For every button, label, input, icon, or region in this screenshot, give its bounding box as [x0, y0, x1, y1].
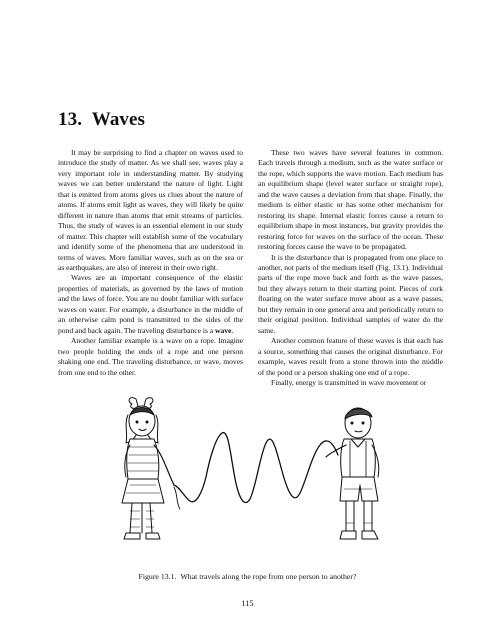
figure-caption	[0, 572, 495, 581]
paragraph: It is the disturbance that is propagated from one place to another, not parts of the medium itself (Fig. 13.1). Individual parts of the rope move back and forth as the wave passes, but they always return to their starting point. Pieces of cork floating on the water surface move about as a wave passes, but they remain in one general area and periodically return to their original position. Individual samples of water do the same.	[258, 252, 443, 335]
wave-rope	[174, 433, 338, 503]
figure-label: Figure 13.1.	[138, 572, 177, 581]
girl-figure	[122, 398, 174, 539]
chapter-title-text: Waves	[91, 109, 146, 130]
paragraph: It may be surprising to find a chapter on waves used to introduce the study of matter. As we shall see, waves play a very important role in understanding matter. By studying waves we can better understand the nature of light. Light that is emitted from atoms gives us clues about the nature of atoms. If atoms emit light as waves, they will likely be quite different in nature than atoms that emit streams of particles. Thus, the study of waves is an essential element in our study of matter. This chapter will establish some of the vocabulary and identify some of the phenomena that are understood in terms of waves. More familiar waves, such as on the sea or as earthquakes, are also of interest in their own right.	[58, 148, 243, 272]
paragraph: Another familiar example is a wave on a rope. Imagine two people holding the ends of a rope and one person shaking one end. The traveling disturbance, or wave, moves from one end to the other.	[58, 336, 243, 377]
paragraph: Finally, energy is transmitted in wave movement or	[271, 377, 427, 387]
paragraph-end: .	[231, 325, 234, 335]
wave-rope-illustration	[116, 393, 388, 563]
right-column	[258, 148, 443, 388]
left-column	[58, 148, 243, 378]
page-number: 115	[241, 599, 254, 608]
figure-caption-text: What travels along the rope from one person to another?	[180, 572, 357, 581]
chapter-title	[58, 109, 145, 131]
paragraph: These two waves have several features in common. Each travels through a medium, such as the water surface or the rope, which supports the wave motion. Each medium has an equilibrium shape (level water surface or straight rope), and the wave causes a deviation from that shape. Finally, the medium is either elastic or has some other mechanism for restoring its shape. Internal elastic forces cause a return to equilibrium shape in most instances, but gravity provides the restoring force for waves on the surface of the ocean. These restoring forces cause the wave to be propagated.	[258, 148, 443, 252]
paragraph-text: Waves are an important consequence of the elastic properties of materials, as governed by the laws of motion and the laws of force. You are no doubt familiar with surface waves on water. For example, a disturbance in the middle of an otherwise calm pond is transmitted to the sides of the pond and back again. The traveling disturbance is a	[58, 273, 243, 335]
paragraph	[58, 273, 243, 336]
chapter-number: 13.	[58, 109, 83, 130]
paragraph: Another common feature of these waves is that each has a source, something that causes the original disturbance. For example, waves result from a stone thrown into the middle of the pond or a person shaking one end of a rope.	[258, 336, 443, 377]
figure-illustration	[116, 393, 388, 563]
boy-figure	[326, 408, 379, 539]
term-wave: wave	[215, 325, 232, 335]
